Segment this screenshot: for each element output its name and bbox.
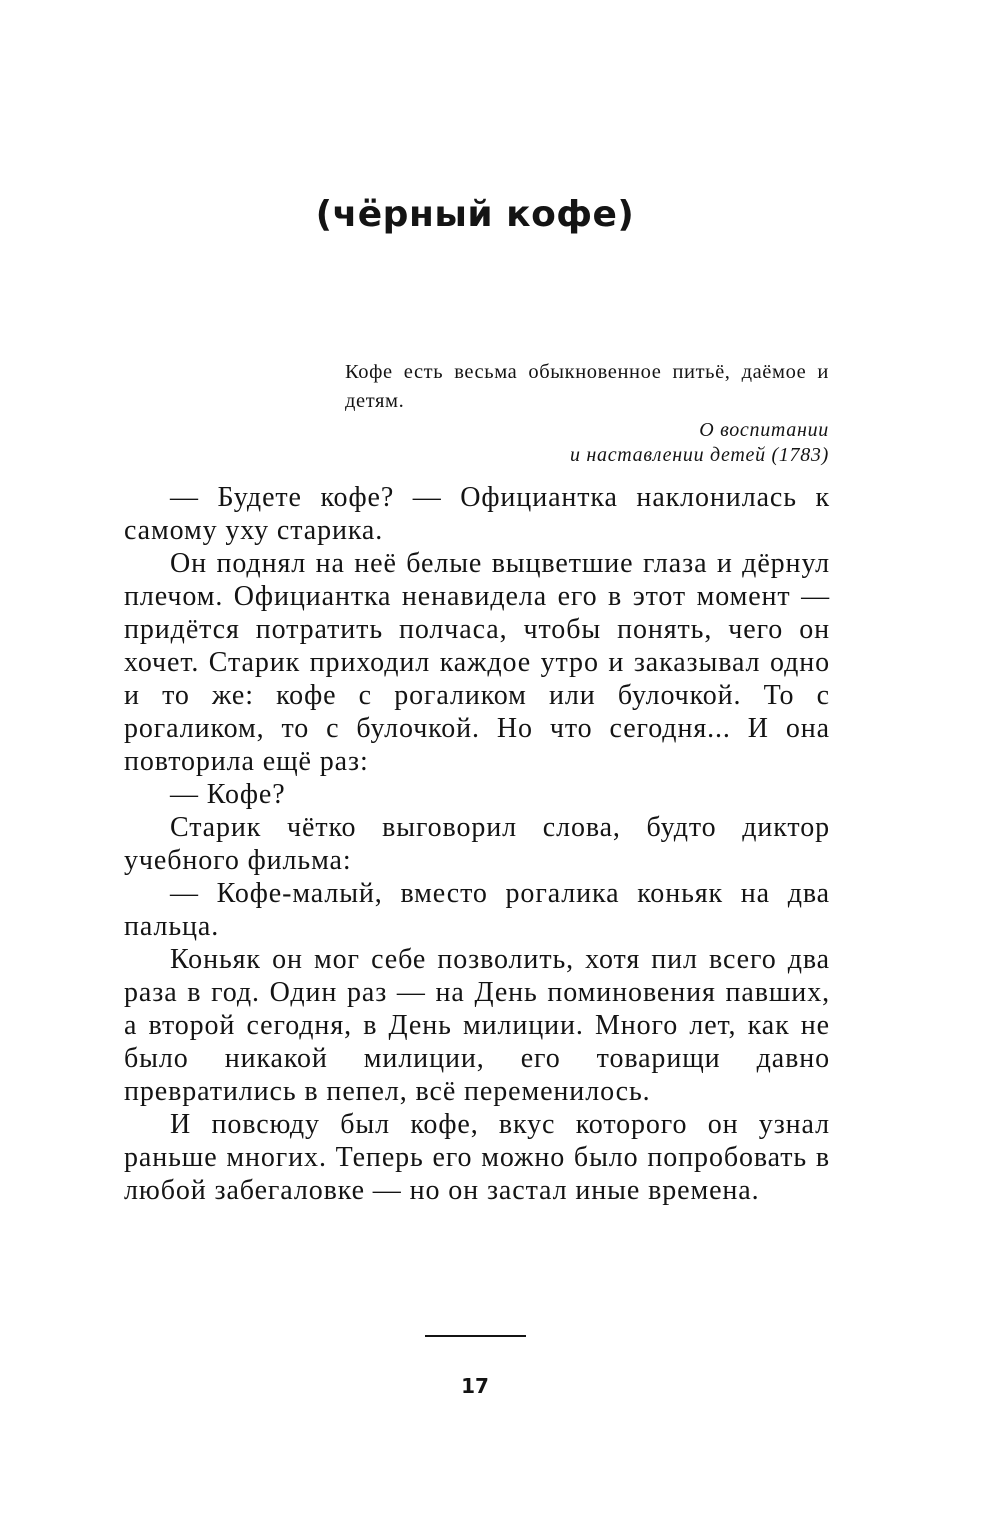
body-text bbox=[124, 481, 830, 1207]
epigraph bbox=[345, 358, 829, 468]
paragraph: Старик чётко выговорил слова, будто диктор учебного фильма: bbox=[124, 812, 830, 876]
paragraph: — Кофе? bbox=[170, 779, 286, 810]
epigraph-source-line-1: О воспитании bbox=[699, 419, 829, 441]
paragraph: Он поднял на неё белые выцветшие глаза и дёрнул плечом. Официантка ненавидела его в этот момент — придётся потратить полчаса, чтобы понять, чего он хочет. Старик приходил каждое утро и заказывал одно и то же: кофе с рогаликом или булочкой. То с рогаликом, то с булочкой. Но что сегодня... И она повторила ещё раз: bbox=[124, 548, 830, 777]
chapter-title: (чёрный кофе) bbox=[315, 194, 635, 235]
epigraph-source bbox=[345, 418, 829, 468]
page-number: 17 bbox=[461, 1374, 489, 1398]
epigraph-source-line-2: и наставлении детей (1783) bbox=[569, 444, 829, 466]
footer-separator bbox=[425, 1335, 526, 1337]
paragraph: И повсюду был кофе, вкус которого он узнал раньше многих. Теперь его можно было попробовать в любой забегаловке — но он застал иные времена. bbox=[124, 1109, 830, 1206]
paragraph: Коньяк он мог себе позволить, хотя пил всего два раза в год. Один раз — на День поминовения павших, а второй сегодня, в День милиции. Много лет, как не было никакой милиции, его товарищи давно превратились в пепел, всё переменилось. bbox=[124, 944, 830, 1107]
paragraph: — Будете кофе? — Официантка наклонилась к самому уху старика. bbox=[124, 482, 830, 546]
paragraph: — Кофе-малый, вместо рогалика коньяк на два пальца. bbox=[124, 878, 830, 942]
epigraph-text: Кофе есть весьма обыкновенное питьё, даёмое и детям. bbox=[345, 361, 829, 412]
